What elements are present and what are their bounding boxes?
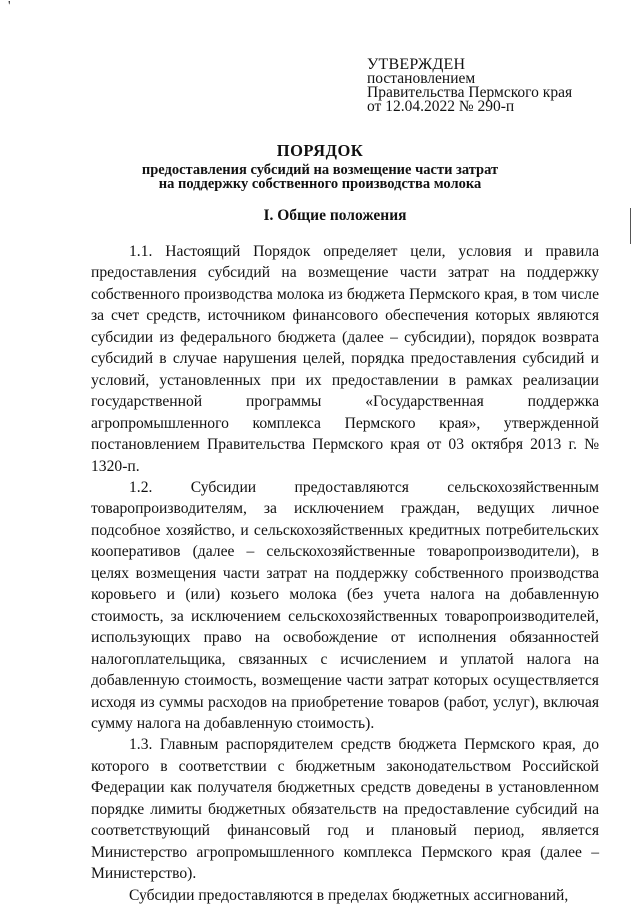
subtitle-line-2: на поддержку собственного производства молока <box>158 176 482 192</box>
paragraph-1-1: 1.1. Настоящий Порядок определяет цели, условия и правила предоставления субсидий на возмещение части затрат на поддержку собственного производства молока из бюджета Пермского края, в том числе за счет средств, источником финансового обеспечения которых являются субсидии из федерального бюджета (далее – субсидии), порядок возврата субсидий в случае нарушения целей, порядка предоставления субсидий и условий, установленных при их предоставлении в рамках реализации государственной программы «Государственная поддержка агропромышленного комплекса Пермского края», утвержденной постановлением Правительства Пермского края от 03 октября 2013 г. № 1320-п. <box>91 243 599 475</box>
approval-stamp-block <box>367 58 572 114</box>
approval-line-1: постановлением <box>367 70 476 87</box>
subtitle-line-1: предоставления субсидий на возмещение части затрат <box>141 162 499 178</box>
paragraph-1-3: 1.3. Главным распорядителем средств бюджета Пермского края, до которого в соответствии с бюджетным законодательством Российской Федерации как получателя бюджетных средств доведены в установленном порядке лимиты бюджетных обязательств на предоставление субсидий на соответствующий финансовый год и плановый период, является Министерство агропромышленного комплекса Пермского края (далее – Министерство). <box>91 736 599 883</box>
section-title: I. Общие положения <box>263 207 407 224</box>
scan-artifact-mark: ' <box>8 0 11 14</box>
approval-line-2: Правительства Пермского края <box>367 84 573 101</box>
document-subtitle <box>0 163 640 191</box>
document-body <box>91 241 599 906</box>
paragraph-continuation: Субсидии предоставляются в пределах бюджетных ассигнований, <box>129 886 569 904</box>
paragraph-1-2: 1.2. Субсидии предоставляются сельскохозяйственным товаропроизводителям, за исключением граждан, ведущих личное подсобное хозяйство, и сельскохозяйственных кредитных потребительских кооперативов (далее – сельскохозяйственные товаропроизводители), в целях возмещения части затрат на поддержку собственного производства коровьего и (или) козьего молока (без учета налога на добавленную стоимость, за исключением сельскохозяйственных товаропроизводителей, использующих право на освобождение от исполнения обязанностей налогоплательщика, связанных с исчислением и уплатой налога на добавленную стоимость, возмещение части затрат которых осуществляется исходя из суммы расходов на приобретение товаров (работ, услуг), включая сумму налога на добавленную стоимость). <box>91 478 599 732</box>
document-title: ПОРЯДОК <box>276 141 364 160</box>
approval-line-3: от 12.04.2022 № 290-п <box>367 98 515 115</box>
approval-heading: УТВЕРЖДЕН <box>367 56 466 73</box>
